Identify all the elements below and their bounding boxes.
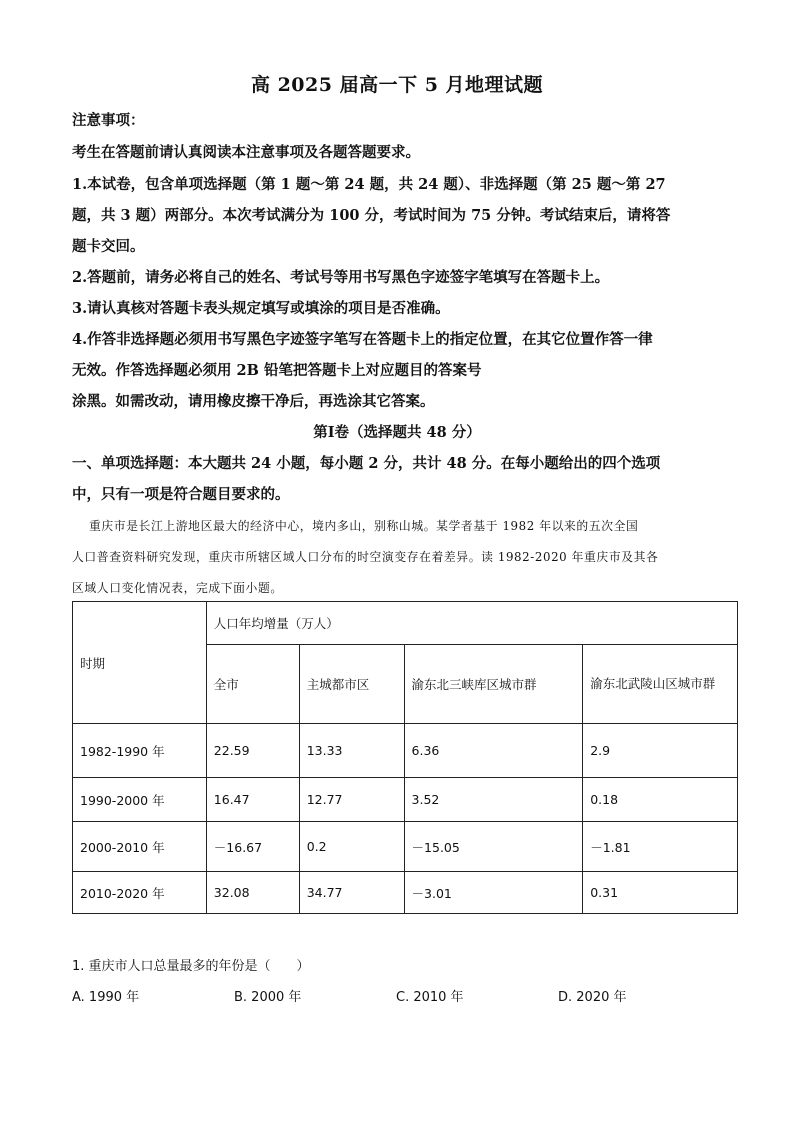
value-cell: 2.9 (583, 724, 738, 778)
column-header: 主城都市区 (299, 645, 404, 724)
notice-line: 1.本试卷，包含单项选择题（第 1 题～第 24 题，共 24 题）、非选择题（第 25 题～第 27 (72, 176, 666, 193)
value-cell: 34.77 (299, 872, 404, 914)
page-title: 高 2025 届高一下 5 月地理试题 (250, 74, 544, 96)
period-cell: 1990-2000 年 (73, 778, 207, 822)
table-row (73, 724, 738, 778)
value-cell: 16.47 (206, 778, 299, 822)
group-header: 人口年均增量（万人） (206, 602, 737, 645)
value-cell: －15.05 (404, 822, 583, 872)
section-instruction: 中，只有一项是符合题目要求的。 (72, 486, 290, 503)
value-cell: 13.33 (299, 724, 404, 778)
passage-line: 人口普查资料研究发现，重庆市所辖区域人口分布的时空演变存在着差异。读 1982-2020 年重庆市及其各 (72, 550, 659, 564)
passage-line: 重庆市是长江上游地区最大的经济中心，境内多山，别称山城。某学者基于 1982 年以来的五次全国 (89, 519, 639, 533)
notice-line: 题卡交回。 (72, 238, 145, 255)
table-row (73, 822, 738, 872)
population-table (72, 601, 738, 914)
value-cell: 3.52 (404, 778, 583, 822)
table-row (73, 778, 738, 822)
notice-line: 题，共 3 题）两部分。本次考试满分为 100 分，考试时间为 75 分钟。考试结束后，请将答 (72, 207, 671, 224)
period-cell: 2000-2010 年 (73, 822, 207, 872)
notice-line: 考生在答题前请认真阅读本注意事项及各题答题要求。 (72, 144, 420, 161)
option-b[interactable]: B. 2000 年 (234, 990, 302, 1005)
table-row (73, 872, 738, 914)
section-instruction: 一、单项选择题：本大题共 24 小题，每小题 2 分，共计 48 分。在每小题给出的四个选项 (72, 455, 661, 472)
column-header: 全市 (206, 645, 299, 724)
notice-line: 涂黑。如需改动，请用橡皮擦干净后，再选涂其它答案。 (72, 393, 435, 410)
table-header-row (73, 602, 738, 645)
period-header: 时期 (73, 602, 207, 724)
value-cell: 0.31 (583, 872, 738, 914)
passage-line: 区域人口变化情况表，完成下面小题。 (72, 581, 283, 595)
section-title: 第Ⅰ卷（选择题共 48 分） (313, 424, 481, 441)
value-cell: －1.81 (583, 822, 738, 872)
value-cell: －3.01 (404, 872, 583, 914)
column-header: 渝东北三峡库区城市群 (404, 645, 583, 724)
option-c[interactable]: C. 2010 年 (396, 990, 464, 1005)
value-cell: －16.67 (206, 822, 299, 872)
notice-line: 2.答题前，请务必将自己的姓名、考试号等用书写黑色字迹签字笔填写在答题卡上。 (72, 269, 610, 286)
notice-line: 3.请认真核对答题卡表头规定填写或填涂的项目是否准确。 (72, 300, 450, 317)
value-cell: 22.59 (206, 724, 299, 778)
value-cell: 0.2 (299, 822, 404, 872)
option-a[interactable]: A. 1990 年 (72, 990, 140, 1005)
notice-line: 4.作答非选择题必须用书写黑色字迹签字笔写在答题卡上的指定位置，在其它位置作答一律 (72, 331, 653, 348)
value-cell: 0.18 (583, 778, 738, 822)
question-stem: 1. 重庆市人口总量最多的年份是（ ） (72, 959, 310, 974)
period-cell: 1982-1990 年 (73, 724, 207, 778)
value-cell: 6.36 (404, 724, 583, 778)
column-header: 渝东北武陵山区城市群 (583, 645, 738, 724)
notice-heading: 注意事项： (72, 112, 145, 129)
value-cell: 32.08 (206, 872, 299, 914)
notice-line: 无效。作答选择题必须用 2B 铅笔把答题卡上对应题目的答案号 (72, 362, 482, 379)
value-cell: 12.77 (299, 778, 404, 822)
period-cell: 2010-2020 年 (73, 872, 207, 914)
option-d[interactable]: D. 2020 年 (558, 990, 627, 1005)
